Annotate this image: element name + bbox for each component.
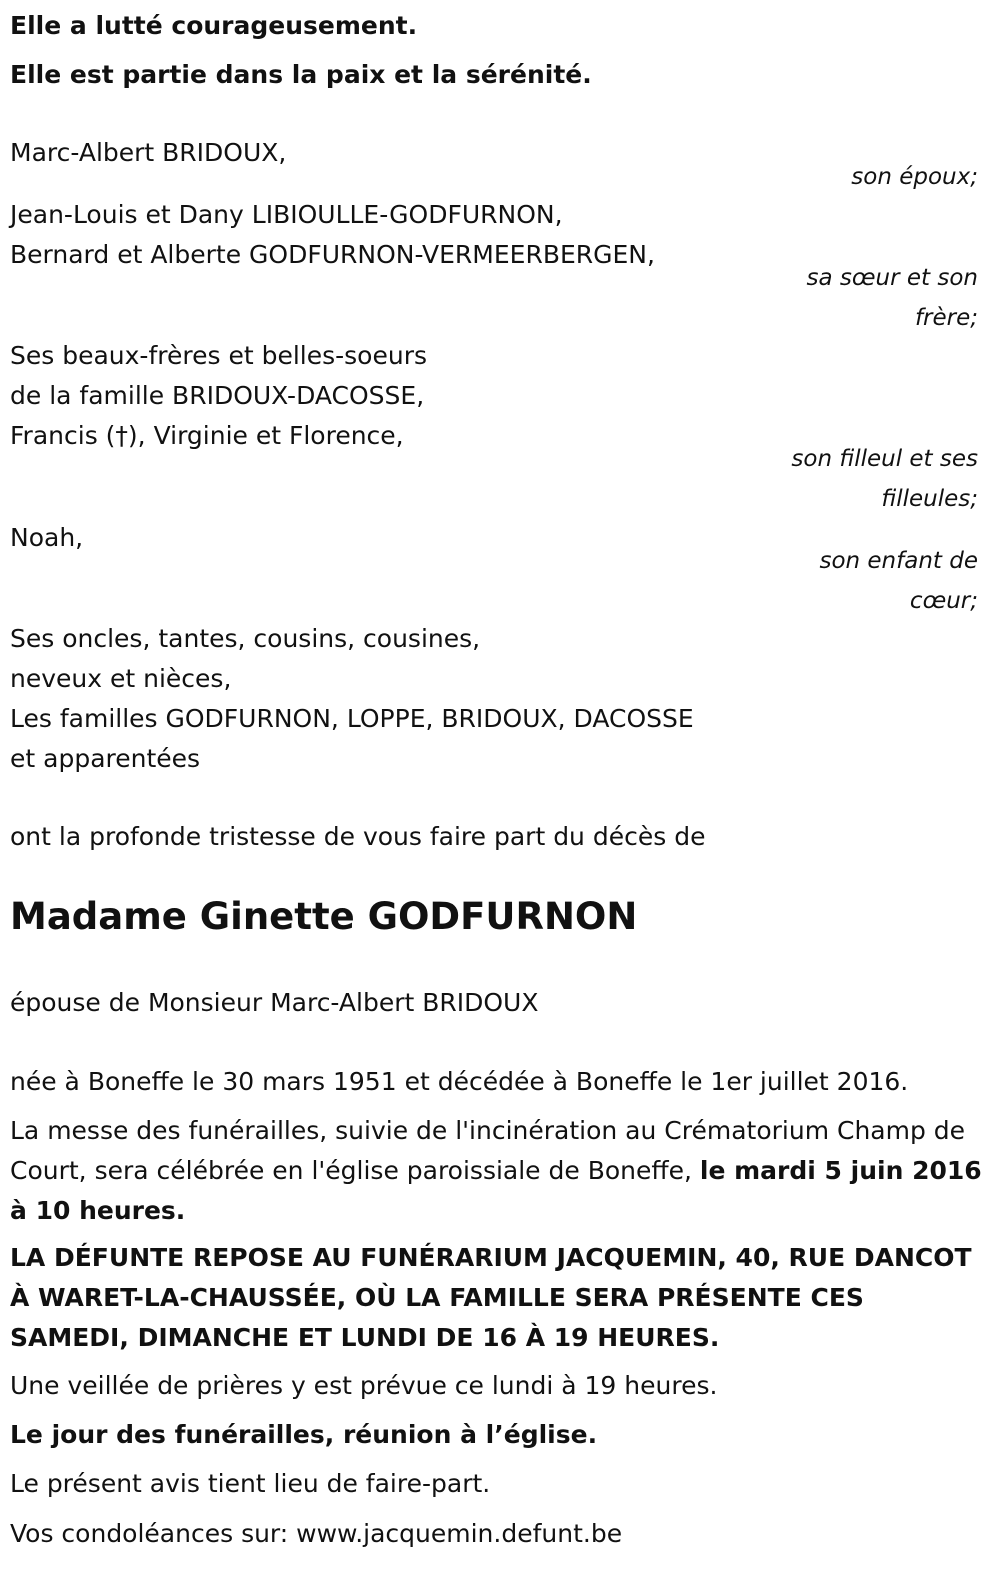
mass-paragraph [10,1111,985,1231]
inlaws-relation-1: son filleul et ses [791,446,978,472]
sibling-1: Jean-Louis et Dany LIBIOULLE-GODFURNON, [10,200,563,229]
announcement: ont la profonde tristesse de vous faire part du décès de [10,822,706,851]
extended-line-4: et apparentées [10,744,201,773]
spouse-relation: son époux; [851,164,978,190]
spouse-of: épouse de Monsieur Marc-Albert BRIDOUX [10,988,539,1017]
deceased-name: Madame Ginette GODFURNON [10,895,638,938]
child-relation-1: son enfant de [819,548,978,574]
mass-text: La messe des funérailles, suivie de l'incinération au Crématorium Champ de Court, sera célébrée en l'église paroissiale de Boneffe, [10,1116,966,1185]
sibling-2: Bernard et Alberte GODFURNON-VERMEERBERGEN, [10,240,655,269]
child-relation-2: cœur; [909,588,978,614]
siblings-relation-1: sa sœur et son [806,265,978,291]
inlaws-line-1: Ses beaux-frères et belles-soeurs [10,341,427,370]
faire-part-notice: Le présent avis tient lieu de faire-part. [10,1469,491,1498]
inlaws-line-3: Francis (†), Virginie et Florence, [10,421,404,450]
rest-notice: LA DÉFUNTE REPOSE AU FUNÉRARIUM JACQUEMIN, 40, RUE DANCOT À WARET-LA-CHAUSSÉE, OÙ LA FAMILLE SERA PRÉSENTE CES SAMEDI, DIMANCHE ET LUNDI DE 16 À 19 HEURES. [10,1243,972,1352]
extended-line-1: Ses oncles, tantes, cousins, cousines, [10,624,481,653]
mass-date: le mardi 5 juin 2016 à 10 heures. [10,1156,982,1225]
inlaws-relation-2: filleules; [881,486,978,512]
inlaws-line-2: de la famille BRIDOUX-DACOSSE, [10,381,425,410]
opening-line-2: Elle est partie dans la paix et la sérénité. [10,60,592,89]
condolences: Vos condoléances sur: www.jacquemin.defunt.be [10,1519,623,1548]
vigil: Une veillée de prières y est prévue ce lundi à 19 heures. [10,1371,718,1400]
extended-line-2: neveux et nièces, [10,664,232,693]
child-name: Noah, [10,523,84,552]
church-meeting: Le jour des funérailles, réunion à l’église. [10,1420,598,1449]
spouse-name: Marc-Albert BRIDOUX, [10,138,287,167]
siblings-relation-2: frère; [914,305,978,331]
birth-death: née à Boneffe le 30 mars 1951 et décédée à Boneffe le 1er juillet 2016. [10,1067,909,1096]
opening-line-1: Elle a lutté courageusement. [10,11,418,40]
extended-line-3: Les familles GODFURNON, LOPPE, BRIDOUX, DACOSSE [10,704,694,733]
